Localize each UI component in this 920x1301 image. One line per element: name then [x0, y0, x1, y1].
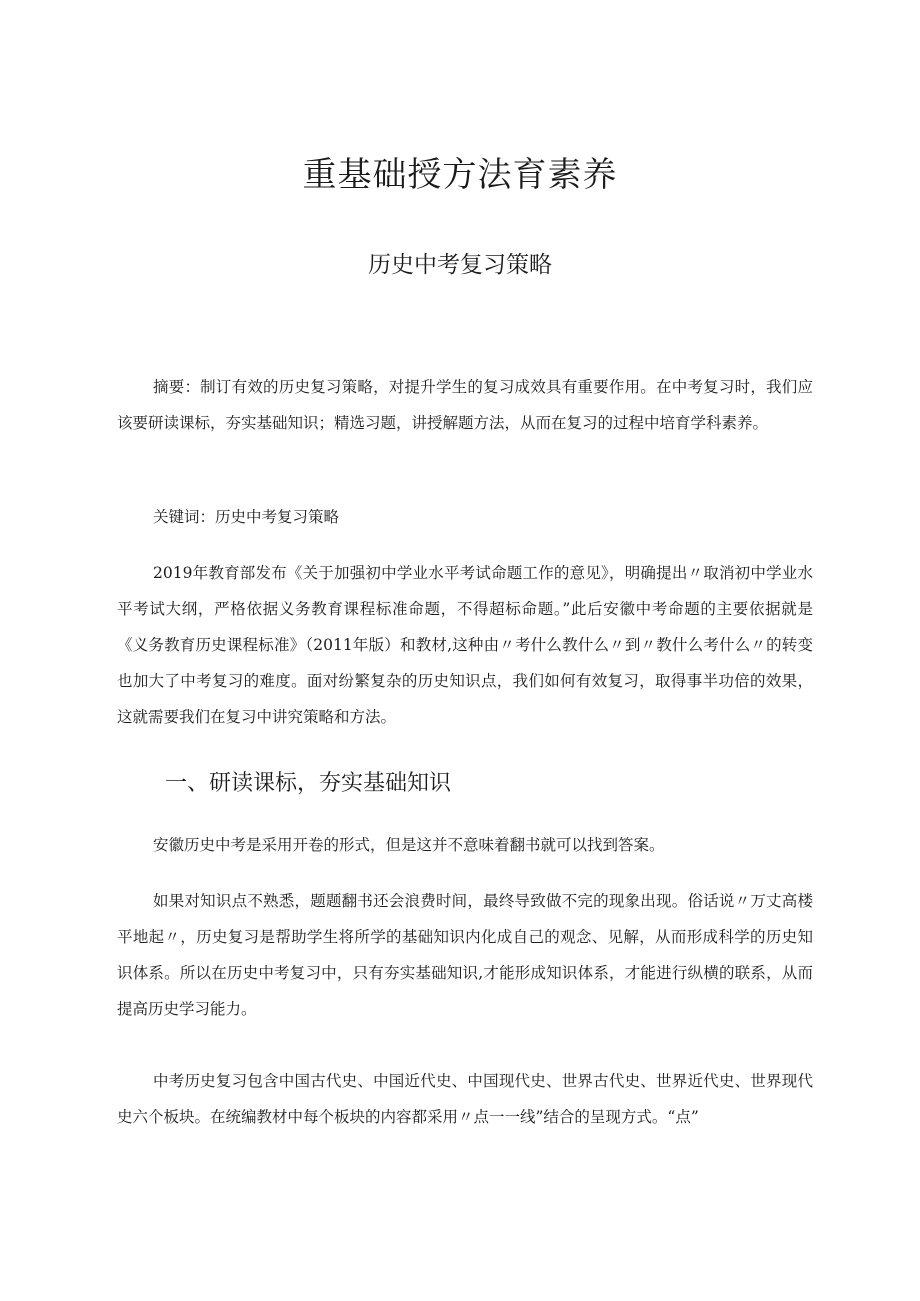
document-subtitle: 历史中考复习策略: [368, 252, 552, 278]
intro-paragraph: 2019年教育部发布《关于加强初中学业水平考试命题工作的意见》，明确提出〃取消初中学业水平考试大纲，严格依据义务教育课程标准命题，不得超标命题。”此后安徽中考命题的主要依据就是《义务教育历史课程标准》（2011年版）和教材,这种由〃考什么教什么〃到〃教什么考什么〃的转变也加大了中考复习的难度。面对纷繁复杂的历史知识点，我们如何有效复习，取得事半功倍的效果，这就需要我们在复习中讲究策略和方法。: [117, 564, 813, 726]
section1-paragraph-2-block: [117, 883, 813, 1027]
abstract-paragraph: 摘要：制订有效的历史复习策略，对提升学生的复习成效具有重要作用。在中考复习时，我们应该要研读课标，夯实基础知识；精选习题，讲授解题方法，从而在复习的过程中培育学科素养。: [117, 378, 813, 432]
keywords-block: [117, 499, 813, 535]
keywords-paragraph: 关键词：历史中考复习策略: [153, 508, 340, 526]
section1-paragraph-1-block: [117, 827, 813, 863]
intro-block: [117, 555, 813, 735]
abstract-block: [117, 369, 813, 441]
section1-paragraph-3: 中考历史复习包含中国古代史、中国近代史、中国现代史、世界古代史、世界近代史、世界现代史六个板块。在统编教材中每个板块的内容都采用〃点一一线”结合的呈现方式。“点”: [117, 1072, 813, 1126]
document-title: 重基础授方法育素养: [302, 155, 618, 195]
section1-paragraph-3-block: [117, 1063, 813, 1135]
section-heading-1: 一、研读课标，夯实基础知识: [165, 771, 452, 796]
section1-paragraph-2: 如果对知识点不熟悉，题题翻书还会浪费时间，最终导致做不完的现象出现。俗话说〃万丈高楼平地起〃，历史复习是帮助学生将所学的基础知识内化成自己的观念、见解，从而形成科学的历史知识体系。所以在历史中考复习中，只有夯实基础知识,才能形成知识体系，才能进行纵横的联系，从而提高历史学习能力。: [117, 892, 813, 1018]
section1-paragraph-1: 安徽历史中考是采用开卷的形式，但是这并不意味着翻书就可以找到答案。: [153, 836, 665, 854]
